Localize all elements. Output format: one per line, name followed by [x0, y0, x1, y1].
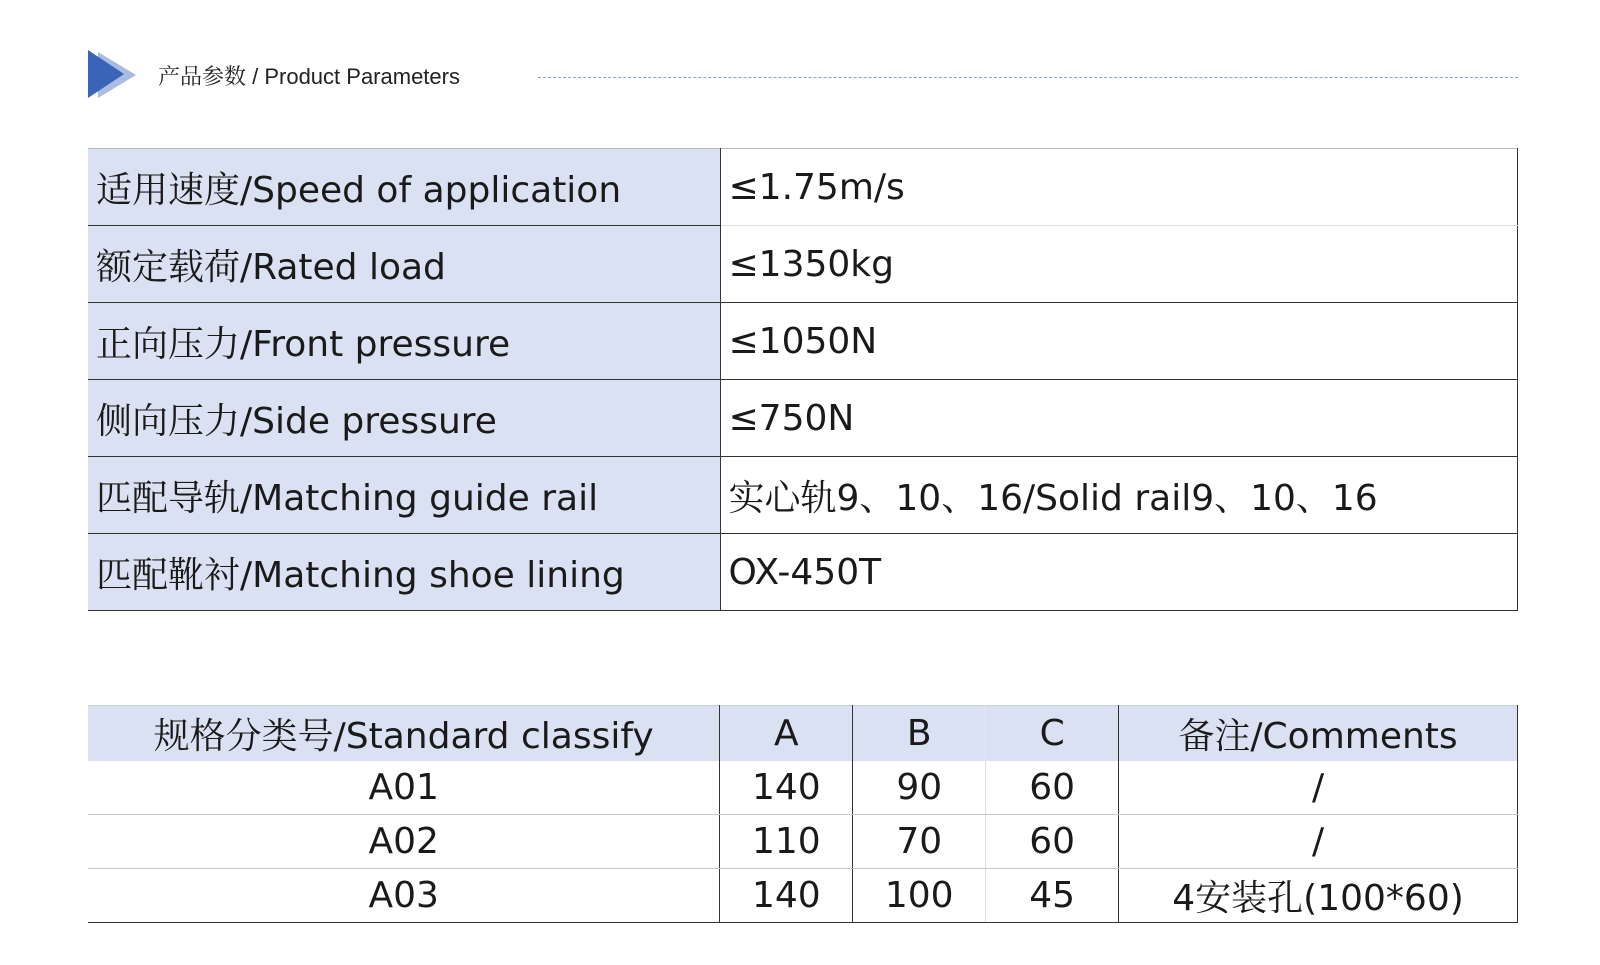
table-row [88, 303, 1518, 380]
dashed-divider [538, 77, 1518, 78]
cell-classify: A03 [88, 869, 720, 923]
cell-classify: A02 [88, 815, 720, 869]
cell-a: 110 [720, 815, 853, 869]
table-row [88, 149, 1518, 226]
cell-classify: A01 [88, 761, 720, 815]
table-row [88, 761, 1518, 815]
param-value: ≤1.75m/s [720, 149, 1518, 226]
cell-c: 60 [986, 761, 1119, 815]
cell-b: 70 [853, 815, 986, 869]
param-label: 额定载荷/Rated load [88, 226, 720, 303]
cell-b: 90 [853, 761, 986, 815]
header-comments: 备注/Comments [1119, 706, 1518, 761]
table-header-row [88, 706, 1518, 761]
param-value: ≤1350kg [720, 226, 1518, 303]
header-b: B [853, 706, 986, 761]
param-label: 匹配导轨/Matching guide rail [88, 457, 720, 534]
cell-comments: / [1119, 815, 1518, 869]
cell-a: 140 [720, 761, 853, 815]
param-value: ≤1050N [720, 303, 1518, 380]
header-c: C [986, 706, 1119, 761]
cell-comments: / [1119, 761, 1518, 815]
parameters-table [88, 148, 1518, 611]
param-label: 侧向压力/Side pressure [88, 380, 720, 457]
cell-c: 45 [986, 869, 1119, 923]
table-row [88, 815, 1518, 869]
table-row [88, 869, 1518, 923]
cell-comments: 4安装孔(100*60) [1119, 869, 1518, 923]
param-label: 正向压力/Front pressure [88, 303, 720, 380]
table-row [88, 457, 1518, 534]
double-arrow-icon [88, 48, 148, 102]
param-value: OX-450T [720, 534, 1518, 611]
header-a: A [720, 706, 853, 761]
table-row [88, 226, 1518, 303]
param-label: 匹配靴衬/Matching shoe lining [88, 534, 720, 611]
spec-table [88, 705, 1518, 923]
table-row [88, 380, 1518, 457]
cell-b: 100 [853, 869, 986, 923]
header-classify: 规格分类号/Standard classify [88, 706, 720, 761]
param-value: ≤750N [720, 380, 1518, 457]
cell-c: 60 [986, 815, 1119, 869]
section-title: 产品参数 / Product Parameters [158, 64, 460, 89]
table-row [88, 534, 1518, 611]
cell-a: 140 [720, 869, 853, 923]
param-value: 实心轨9、10、16/Solid rail9、10、16 [720, 457, 1518, 534]
param-label: 适用速度/Speed of application [88, 149, 720, 226]
section-header [88, 48, 1518, 102]
